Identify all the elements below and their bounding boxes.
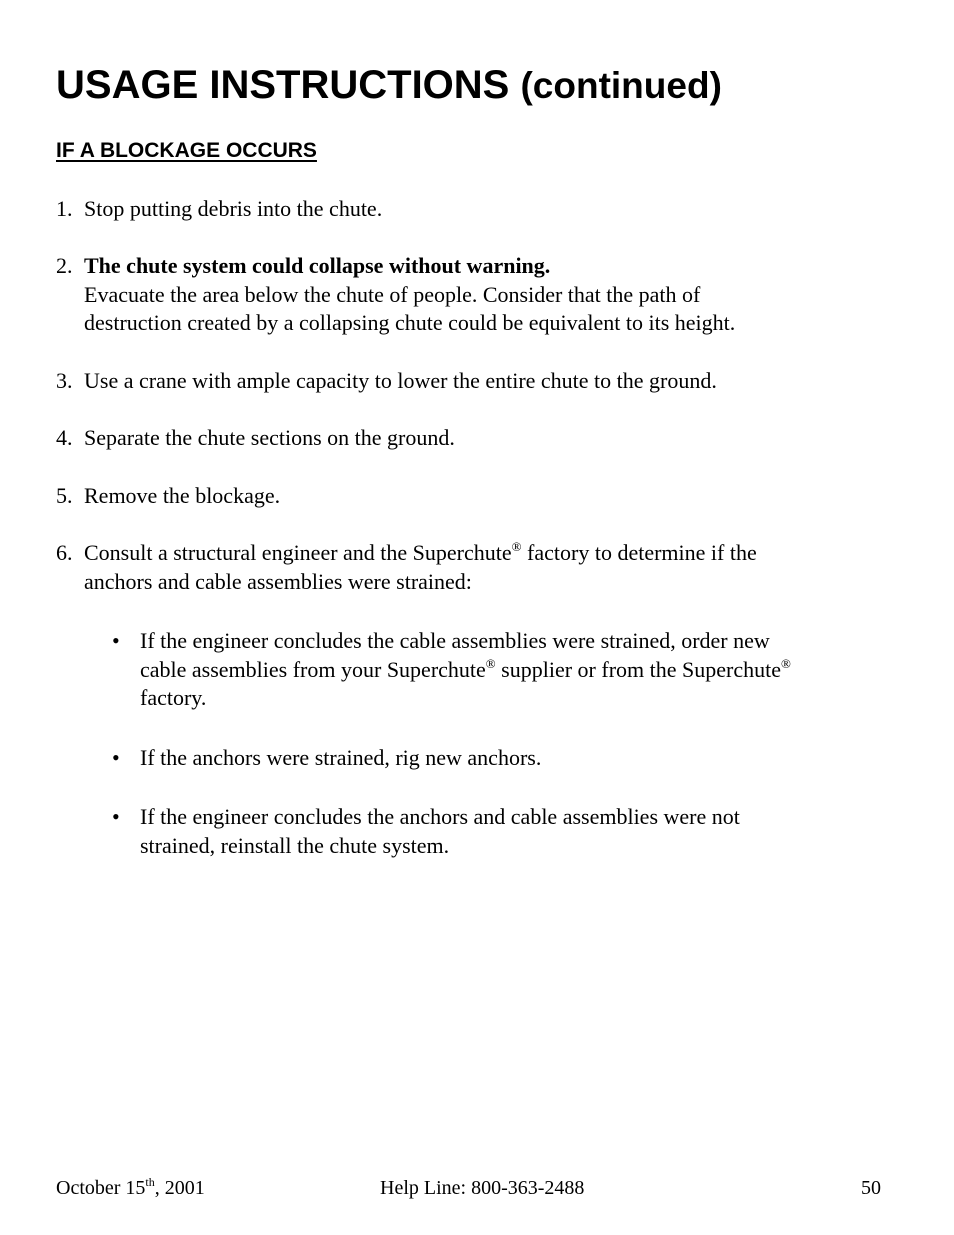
step-text: Consult a structural engineer and the Superchute® factory to determine if the — [84, 539, 757, 565]
step-number: 5. — [56, 483, 73, 508]
registered-mark: ® — [780, 655, 791, 671]
step-5 — [56, 482, 906, 511]
bullet-icon: • — [112, 804, 120, 829]
step-number: 4. — [56, 425, 73, 450]
bullet-text: If the anchors were strained, rig new anchors. — [140, 745, 542, 770]
bullet-item-1 — [112, 627, 902, 713]
page-number: 50 — [861, 1177, 881, 1199]
page-title — [56, 62, 722, 109]
step-1 — [56, 195, 906, 224]
step-text: Use a crane with ample capacity to lower the entire chute to the ground. — [84, 368, 717, 393]
bullet-icon: • — [112, 628, 120, 653]
step-number: 2. — [56, 253, 73, 278]
step-3 — [56, 367, 906, 396]
step-4 — [56, 424, 906, 453]
step-number: 6. — [56, 540, 73, 565]
bullet-text: factory. — [140, 685, 207, 710]
page-title-sub: (continued) — [520, 65, 722, 106]
registered-mark: ® — [485, 655, 496, 671]
step-number: 1. — [56, 196, 73, 221]
step-warning — [84, 252, 906, 281]
step-text: anchors and cable assemblies were strained: — [84, 568, 472, 594]
step-text: Separate the chute sections on the ground. — [84, 425, 455, 450]
bullet-text: strained, reinstall the chute system. — [140, 832, 450, 858]
step-6 — [56, 539, 906, 596]
bullet-icon: • — [112, 745, 120, 770]
registered-mark: ® — [511, 539, 522, 554]
step-2 — [56, 252, 906, 338]
section-heading: IF A BLOCKAGE OCCURS — [56, 139, 317, 162]
bullet-item-2 — [112, 744, 902, 773]
footer-date: October 15th, 2001 — [56, 1175, 205, 1199]
warning-text: The chute system could collapse without warning. — [84, 253, 551, 278]
step-text: Remove the blockage. — [84, 483, 281, 508]
step-text: Stop putting debris into the chute. — [84, 196, 383, 221]
page-title-main: USAGE INSTRUCTIONS — [56, 63, 510, 107]
footer-helpline: Help Line: 800-363-2488 — [380, 1177, 585, 1199]
date-ordinal: th — [145, 1175, 155, 1189]
bullet-text: If the engineer concludes the anchors and cable assemblies were not — [140, 804, 740, 829]
bullet-text: If the engineer concludes the cable assemblies were strained, order new — [140, 628, 770, 653]
bullet-item-3 — [112, 803, 902, 860]
step-text: destruction created by a collapsing chute could be equivalent to its height. — [84, 310, 736, 335]
step-number: 3. — [56, 368, 73, 393]
bullet-text: cable assemblies from your Superchute® supplier or from the Superchute® — [140, 655, 791, 682]
step-text: Evacuate the area below the chute of people. Consider that the path of — [84, 281, 701, 307]
